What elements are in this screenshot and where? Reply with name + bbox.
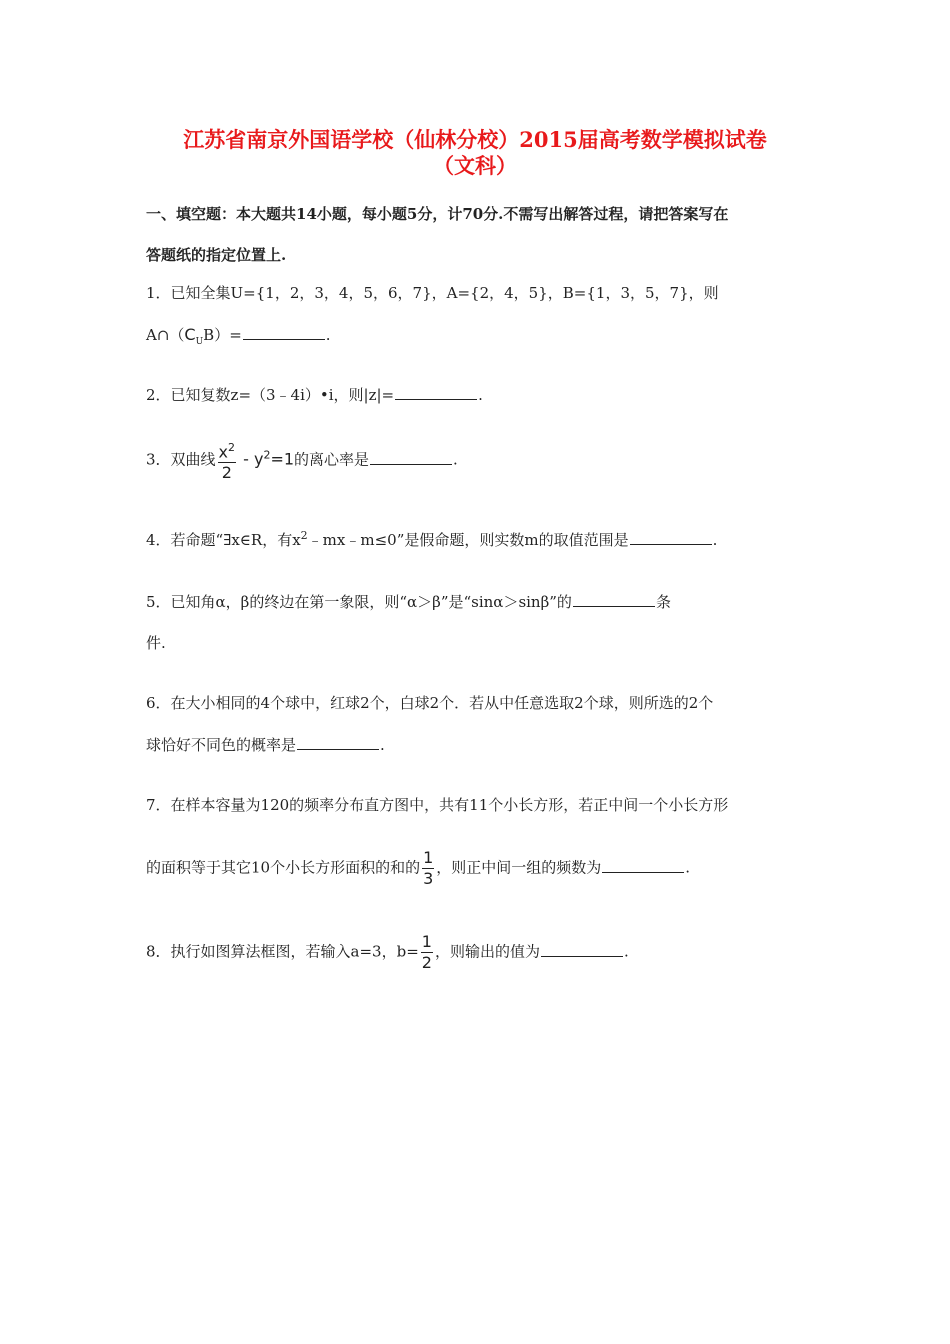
q7-frac-den: 3	[423, 869, 434, 888]
q7-pre: 的面积等于其它10个小长方形面积的和的	[146, 858, 421, 877]
section-instructions-line2: 答题纸的指定位置上.	[146, 246, 287, 264]
q3-frac-num: x	[218, 442, 229, 462]
q3-frac-den: 2	[221, 463, 232, 483]
q3-mid-sup: 2	[263, 448, 271, 462]
answer-blank-5[interactable]	[573, 592, 655, 607]
q3-mid2: =1	[270, 449, 295, 469]
fraction-x2-over-2	[218, 440, 236, 481]
fraction-one-third	[422, 850, 434, 887]
question-2	[146, 384, 483, 405]
question-8	[146, 934, 629, 971]
question-7-line1: 7．在样本容量为120的频率分布直方图中，共有11个小长方形，若正中间一个小长方形	[146, 796, 729, 814]
q6-end: .	[380, 736, 385, 754]
question-1-line2	[146, 324, 331, 347]
complement-subscript: U	[195, 337, 204, 347]
answer-blank-6[interactable]	[297, 735, 379, 750]
q4-pre: 4．若命题“∃x∈R，有x	[146, 531, 301, 549]
section-instructions-line1: 一、填空题：本大题共14小题，每小题5分，计70分.不需写出解答过程，请把答案写在	[146, 205, 729, 223]
q8-end: .	[623, 942, 629, 961]
q6-line2: 球恰好不同色的概率是	[146, 736, 297, 754]
fraction-one-half	[421, 934, 433, 971]
q1-end: .	[325, 326, 331, 344]
answer-blank-1[interactable]	[243, 325, 325, 340]
question-4	[146, 529, 717, 550]
question-6-line2	[146, 734, 385, 755]
q5-line1-end: 条	[655, 593, 671, 611]
q4-end: .	[712, 531, 718, 549]
q7-frac-num: 1	[423, 848, 434, 867]
q8-frac-den: 2	[421, 953, 432, 972]
q1-post: B）=	[203, 326, 242, 344]
q1-pre: A∩（	[146, 326, 185, 344]
q3-mid: - y	[238, 449, 264, 469]
q8-post: ，则输出的值为	[434, 942, 540, 961]
q3-end: .	[453, 450, 458, 469]
answer-blank-7[interactable]	[602, 858, 684, 873]
q4-sup: 2	[300, 529, 308, 542]
complement-symbol: C	[184, 325, 196, 344]
q2-text: 2．已知复数z=（3﹣4i）•i，则|z|=	[146, 386, 395, 404]
question-1-line1: 1．已知全集U={1，2，3，4，5，6，7}，A={2，4，5}，B={1，3，5，7}，则	[146, 284, 719, 302]
q4-post: ﹣mx﹣m≤0”是假命题，则实数m的取值范围是	[307, 531, 629, 549]
q8-pre: 8．执行如图算法框图，若输入a=3，b=	[146, 942, 419, 961]
question-3	[146, 440, 458, 481]
q3-pre: 3．双曲线	[146, 450, 216, 469]
question-6-line1: 6．在大小相同的4个球中，红球2个，白球2个．若从中任意选取2个球，则所选的2个	[146, 694, 714, 712]
q7-post: ，则正中间一组的频数为	[436, 858, 602, 877]
q7-end: .	[685, 858, 691, 877]
exam-title-line1: 江苏省南京外国语学校（仙林分校）2015届高考数学模拟试卷	[183, 127, 767, 152]
answer-blank-8[interactable]	[541, 942, 623, 957]
answer-blank-4[interactable]	[630, 530, 712, 545]
q3-post: 的离心率是	[294, 450, 370, 469]
question-7-line2	[146, 850, 690, 887]
answer-blank-2[interactable]	[395, 385, 477, 400]
q5-line1: 5．已知角α，β的终边在第一象限，则“α＞β”是“sinα＞sinβ”的	[146, 593, 572, 611]
answer-blank-3[interactable]	[370, 450, 452, 465]
q8-frac-num: 1	[421, 932, 432, 951]
exam-title-line2: （文科）	[433, 153, 517, 178]
q2-end: .	[478, 386, 483, 404]
question-5-line1	[146, 591, 671, 612]
q3-frac-sup: 2	[228, 441, 236, 454]
question-5-line2: 件.	[146, 634, 166, 652]
